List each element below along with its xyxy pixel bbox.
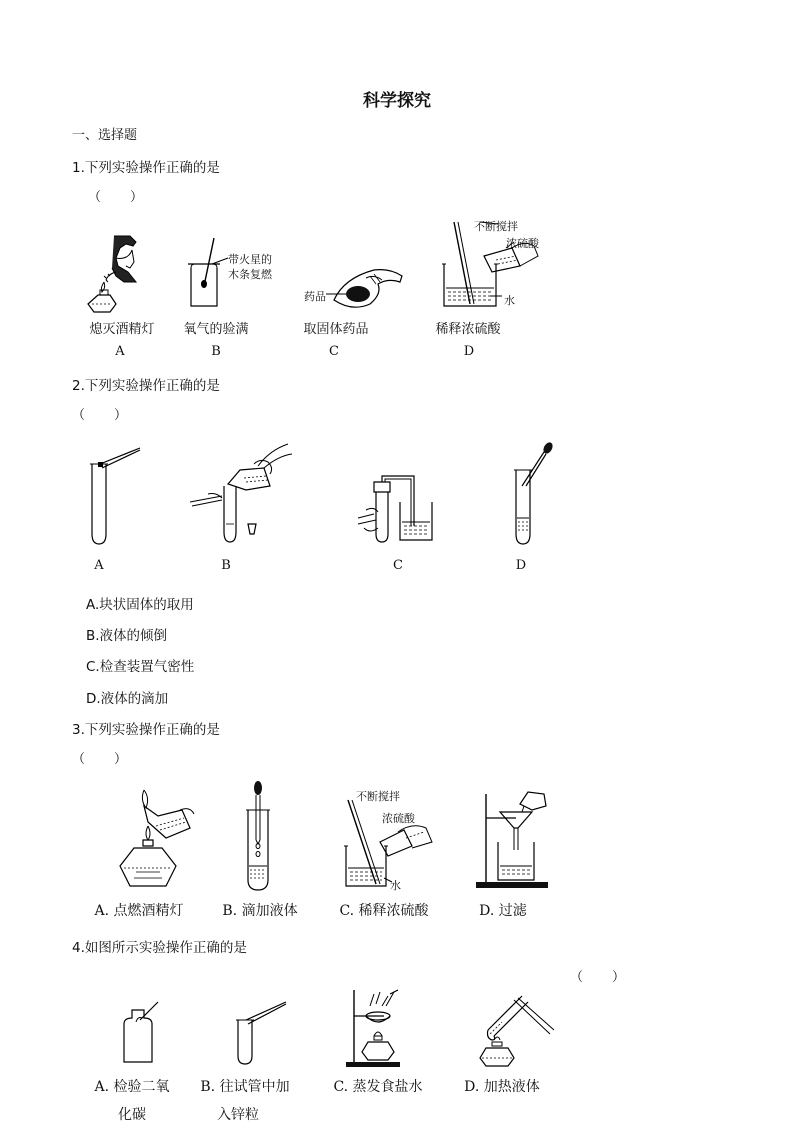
q3-label-acid: 浓硫酸: [382, 812, 415, 825]
q3-figure-d: [472, 790, 552, 890]
section-heading: 一、选择题: [72, 128, 138, 143]
q2-option-c: C.检查装置气密性: [86, 659, 195, 675]
q3-figure-b: [240, 780, 276, 894]
q1-answer-paren: （ ）: [88, 190, 145, 205]
q1-leader-c: [326, 290, 348, 298]
q1-leader-b: [210, 256, 230, 266]
q3-label-stir: 不断搅拌: [356, 790, 400, 803]
q2-figure-c: [356, 472, 438, 548]
q4-figure-a: [118, 1000, 162, 1066]
q2-option-d: D.液体的滴加: [86, 691, 169, 707]
q1-figure-c: [330, 264, 406, 312]
q1-letter-a: A: [115, 344, 125, 359]
q2-letter-c: C: [393, 558, 403, 573]
q1-caption-b: 氧气的验满: [183, 322, 249, 337]
q4-caption-a-line1: A. 检验二氧: [94, 1079, 170, 1095]
q4-figure-c: [344, 988, 404, 1068]
q3-caption-b: B. 滴加液体: [222, 903, 298, 919]
q1-caption-c: 取固体药品: [303, 322, 369, 337]
q1-letter-b: B: [211, 344, 221, 359]
q1-letter-c: C: [329, 344, 339, 359]
q3-label-water: 水: [390, 879, 401, 892]
q3-caption-c: C. 稀释浓硫酸: [339, 903, 429, 919]
q2-letter-d: D: [515, 558, 527, 573]
q1-figure-b: [186, 236, 226, 312]
q2-letter-b: B: [221, 558, 231, 573]
q1-label-glowing: 带火星的: [228, 253, 272, 266]
q1-caption-a: 熄灭酒精灯: [89, 322, 155, 337]
q1-caption-d: 稀释浓硫酸: [435, 322, 501, 337]
q3-caption-a: A. 点燃酒精灯: [94, 903, 184, 919]
page-title: 科学探究: [363, 91, 431, 111]
q4-figure-b: [234, 998, 290, 1068]
q4-answer-paren: （ ）: [570, 970, 627, 985]
q2-option-a: A.块状固体的取用: [86, 597, 194, 613]
q4-caption-b-line1: B. 往试管中加: [200, 1079, 290, 1095]
q4-caption-b-line2: 入锌粒: [217, 1107, 259, 1123]
q2-figure-a: [88, 444, 144, 548]
q2-option-b: B.液体的倾倒: [86, 628, 168, 644]
q1-label-chemical: 药品: [304, 290, 326, 303]
q3-figure-a: [110, 786, 200, 890]
q1-label-acid: 浓硫酸: [506, 237, 539, 250]
q1-figure-a: [86, 232, 156, 314]
q1-letter-d: D: [463, 344, 475, 359]
q2-figure-b: [188, 440, 294, 550]
q4-caption-c: C. 蒸发食盐水: [333, 1079, 423, 1095]
q4-stem: 4.如图所示实验操作正确的是: [72, 940, 247, 956]
q4-caption-d: D. 加热液体: [464, 1079, 540, 1095]
q3-caption-d: D. 过滤: [479, 903, 527, 919]
q2-answer-paren: （ ）: [72, 408, 129, 423]
q3-stem: 3.下列实验操作正确的是: [72, 722, 220, 738]
q3-figure-c: [340, 792, 440, 890]
q1-label-relight: 木条复燃: [228, 268, 272, 281]
q1-label-stir: 不断搅拌: [474, 220, 518, 233]
q4-figure-d: [474, 990, 558, 1070]
q1-stem: 1.下列实验操作正确的是: [72, 160, 220, 176]
q3-answer-paren: （ ）: [72, 752, 129, 767]
q4-caption-a-line2: 化碳: [118, 1107, 146, 1123]
q2-letter-a: A: [94, 558, 104, 573]
q1-label-water: 水: [504, 294, 515, 307]
q2-figure-d: [508, 440, 558, 548]
q2-stem: 2.下列实验操作正确的是: [72, 378, 220, 394]
